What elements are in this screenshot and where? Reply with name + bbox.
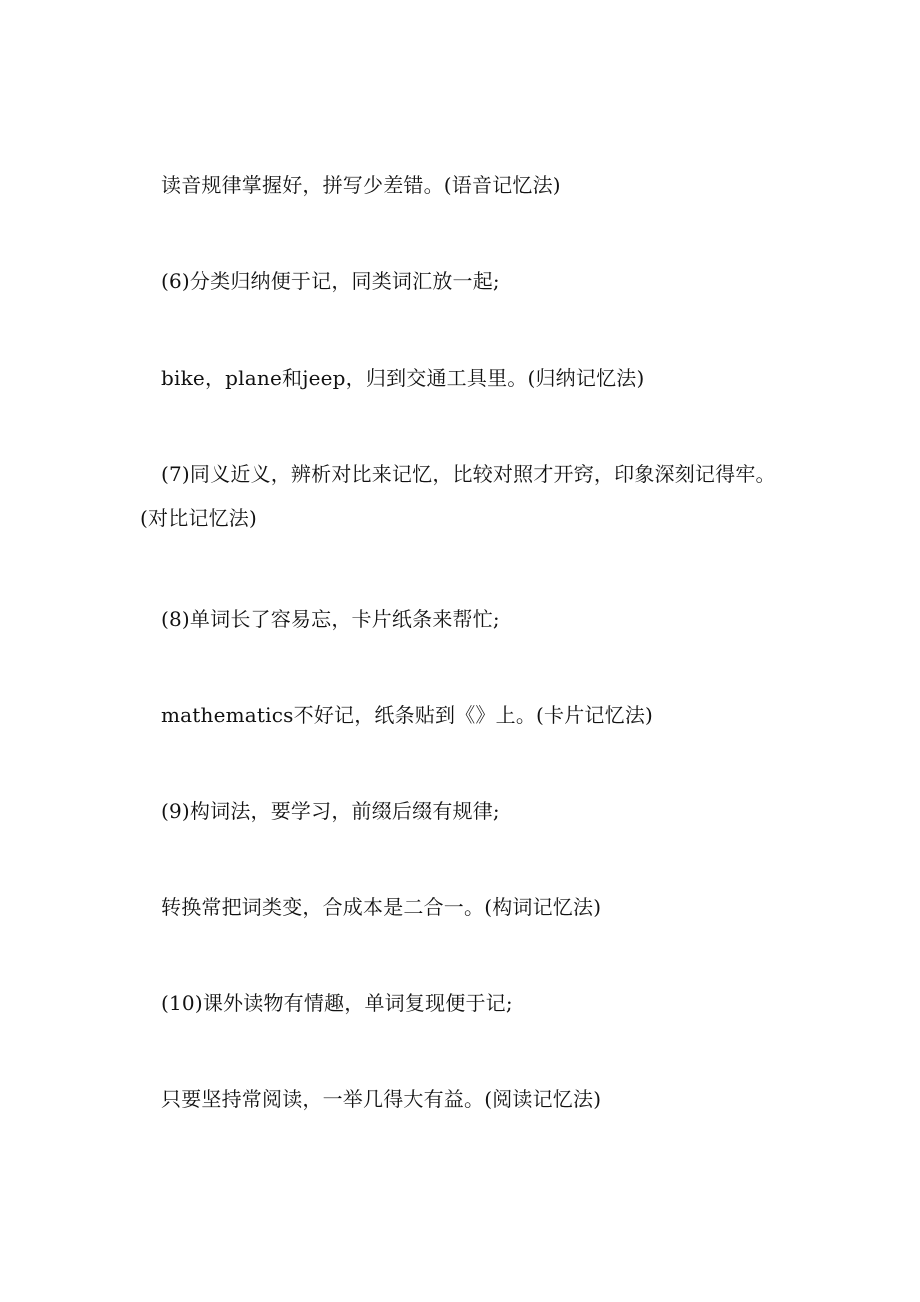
paragraph-phonics-rule: 读音规律掌握好，拼写少差错。(语音记忆法)	[161, 173, 561, 197]
paragraph-item-10-example: 只要坚持常阅读，一举几得大有益。(阅读记忆法)	[161, 1087, 602, 1111]
paragraph-item-10: (10)课外读物有情趣，单词复现便于记;	[161, 991, 513, 1015]
paragraph-item-7: (7)同义近义，辨析对比来记忆，比较对照才开窍，印象深刻记得牢。(对比记忆法)	[140, 462, 776, 530]
paragraph-item-8-example: mathematics不好记，纸条贴到《》上。(卡片记忆法)	[161, 703, 654, 727]
paragraph-item-6-example: bike，plane和jeep，归到交通工具里。(归纳记忆法)	[161, 366, 645, 390]
paragraph-item-6: (6)分类归纳便于记，同类词汇放一起;	[161, 269, 500, 293]
paragraph-item-8: (8)单词长了容易忘，卡片纸条来帮忙;	[161, 607, 500, 631]
paragraph-item-9: (9)构词法，要学习，前缀后缀有规律;	[161, 799, 500, 823]
paragraph-item-9-example: 转换常把词类变，合成本是二合一。(构词记忆法)	[161, 895, 602, 919]
